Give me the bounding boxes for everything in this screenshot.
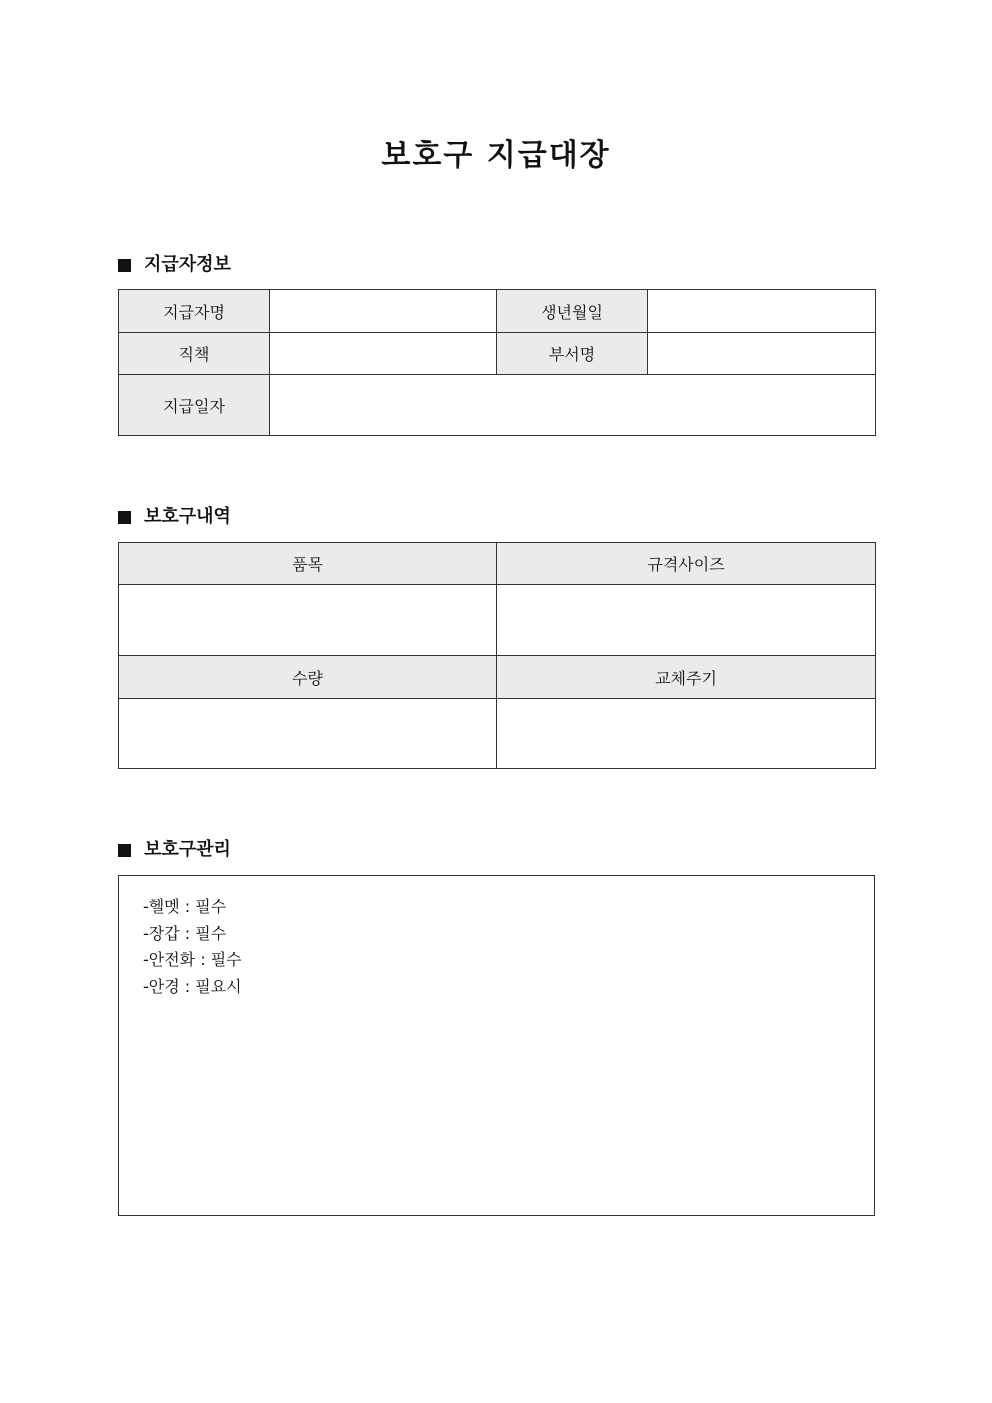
date-field[interactable] [270, 375, 876, 436]
quantity-field[interactable] [119, 699, 497, 769]
birth-field[interactable] [648, 290, 876, 333]
name-label: 지급자명 [119, 290, 270, 333]
item-label: 품목 [119, 543, 497, 585]
cycle-field[interactable] [497, 699, 876, 769]
list-item: -안경 : 필요시 [143, 976, 242, 996]
recipient-section-heading [118, 253, 231, 277]
table-row [119, 290, 876, 333]
table-row [119, 375, 876, 436]
management-section-heading [118, 838, 231, 862]
date-label: 지급일자 [119, 375, 270, 436]
table-row [119, 656, 876, 699]
recipient-section-title: 지급자정보 [144, 254, 231, 275]
position-field[interactable] [270, 333, 497, 375]
page-title: 보호구 지급대장 [381, 138, 611, 173]
management-notes-box[interactable] [118, 875, 875, 1216]
birth-label: 생년월일 [497, 290, 648, 333]
square-bullet-icon [118, 844, 131, 857]
item-field[interactable] [119, 585, 497, 656]
list-item: -장갑 : 필수 [143, 923, 227, 943]
square-bullet-icon [118, 511, 131, 524]
size-label: 규격사이즈 [497, 543, 876, 585]
size-field[interactable] [497, 585, 876, 656]
equipment-section-heading [118, 505, 231, 529]
management-section-title: 보호구관리 [144, 839, 231, 860]
management-notes-list [143, 894, 242, 1000]
recipient-info-table [118, 289, 876, 436]
name-field[interactable] [270, 290, 497, 333]
equipment-section-title: 보호구내역 [144, 506, 231, 527]
table-row [119, 699, 876, 769]
table-row [119, 543, 876, 585]
equipment-table [118, 542, 876, 769]
department-field[interactable] [648, 333, 876, 375]
list-item: -헬멧 : 필수 [143, 897, 227, 916]
quantity-label: 수량 [119, 656, 497, 699]
list-item: -안전화 : 필수 [143, 950, 242, 969]
square-bullet-icon [118, 259, 131, 272]
table-row [119, 333, 876, 375]
cycle-label: 교체주기 [497, 656, 876, 699]
department-label: 부서명 [497, 333, 648, 375]
table-row [119, 585, 876, 656]
position-label: 직책 [119, 333, 270, 375]
